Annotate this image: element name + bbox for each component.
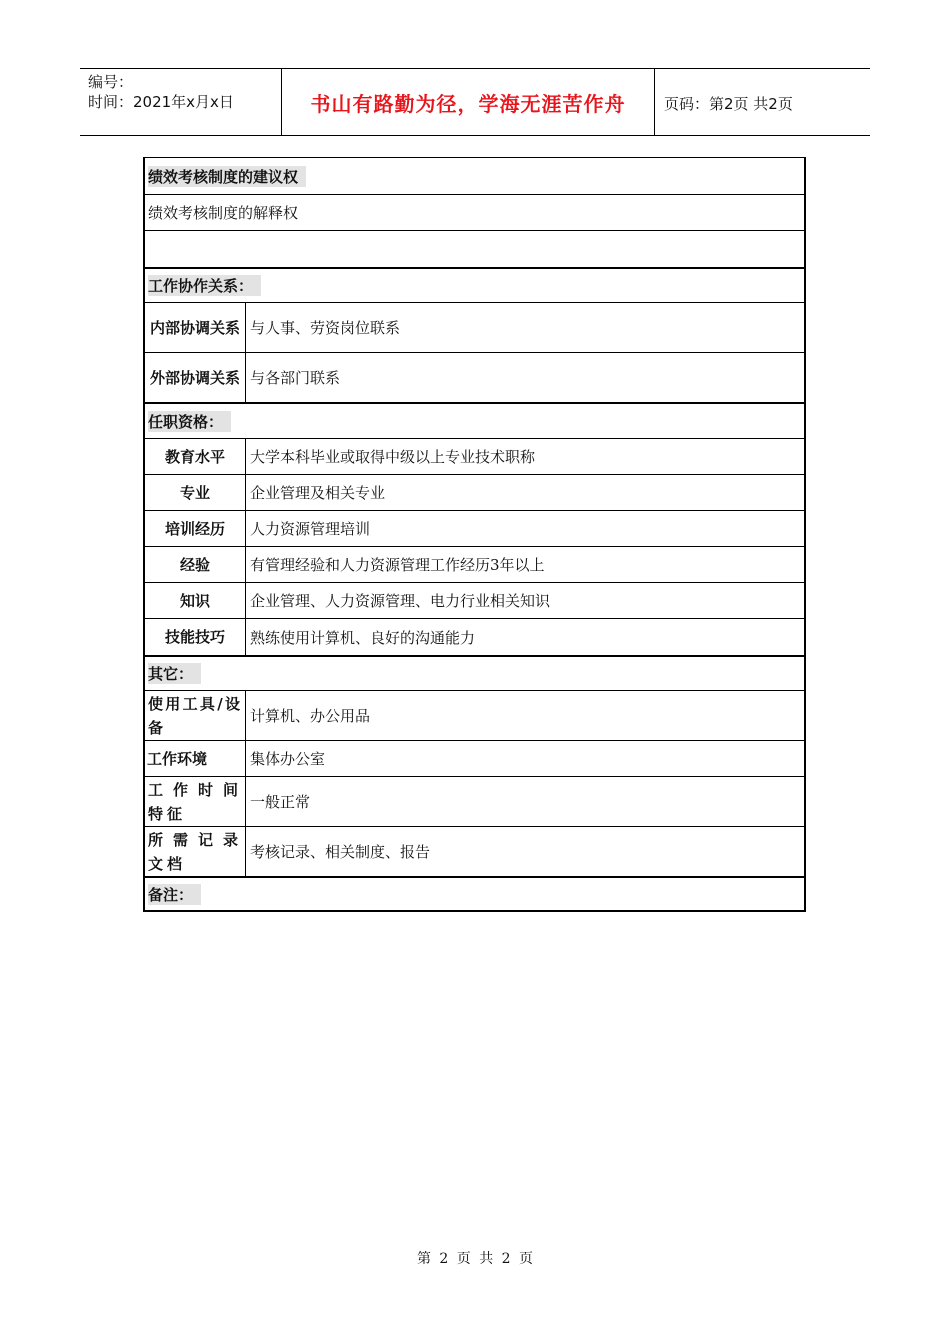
cooperation-title: 工作协作关系： (148, 275, 261, 296)
job-description-table (143, 157, 806, 912)
knowledge-value: 企业管理、人力资源管理、电力行业相关知识 (250, 592, 551, 610)
row-experience (145, 546, 804, 582)
experience-label: 经验 (145, 547, 246, 582)
row-external-coordination (145, 352, 804, 402)
external-coordination-label: 外部协调关系 (145, 353, 246, 402)
internal-coordination-value: 与人事、劳资岗位联系 (250, 319, 401, 337)
tools-label: 使用工具/设备 (145, 691, 246, 740)
rights-row-suggestion (145, 157, 804, 194)
row-tools (145, 690, 804, 740)
page-footer: 第 2 页 共 2 页 (416, 1251, 534, 1267)
row-knowledge (145, 582, 804, 618)
work-time-label: 工作时间特征 (145, 777, 246, 826)
qualification-title: 任职资格： (148, 411, 231, 432)
section-remarks (145, 876, 804, 910)
row-work-time (145, 776, 804, 826)
other-title: 其它： (148, 663, 201, 684)
row-education (145, 438, 804, 474)
row-documents (145, 826, 804, 876)
rights-suggestion-text: 绩效考核制度的建议权 (148, 166, 306, 187)
work-time-value: 一般正常 (250, 793, 311, 811)
row-skill (145, 618, 804, 655)
page-header (80, 68, 870, 136)
training-label: 培训经历 (145, 511, 246, 546)
row-major (145, 474, 804, 510)
time-label: 时间：2021年x月x日 (88, 93, 234, 111)
skill-value: 熟练使用计算机、良好的沟通能力 (250, 628, 476, 647)
number-label: 编号： (88, 73, 134, 91)
major-label: 专业 (145, 475, 246, 510)
row-environment (145, 740, 804, 776)
external-coordination-value: 与各部门联系 (250, 369, 341, 387)
tools-value: 计算机、办公用品 (250, 707, 371, 725)
motto: 书山有路勤为径，学海无涯苦作舟 (281, 69, 655, 135)
rights-row-empty (145, 230, 804, 267)
documents-label: 所需记录文档 (145, 827, 246, 876)
skill-label: 技能技巧 (145, 619, 246, 655)
major-value: 企业管理及相关专业 (250, 484, 386, 502)
knowledge-label: 知识 (145, 583, 246, 618)
page-number-label: 页码：第2页 共2页 (664, 95, 793, 113)
environment-value: 集体办公室 (250, 750, 326, 768)
row-internal-coordination (145, 302, 804, 352)
training-value: 人力资源管理培训 (250, 520, 371, 538)
section-qualification (145, 402, 804, 438)
rights-empty-text (145, 231, 804, 267)
header-meta (88, 72, 234, 112)
documents-value: 考核记录、相关制度、报告 (250, 843, 431, 861)
rights-interpretation-text: 绩效考核制度的解释权 (148, 204, 299, 222)
section-other (145, 655, 804, 690)
environment-label: 工作环境 (145, 741, 246, 776)
row-training (145, 510, 804, 546)
experience-value: 有管理经验和人力资源管理工作经历3年以上 (250, 556, 545, 574)
internal-coordination-label: 内部协调关系 (145, 303, 246, 352)
education-label: 教育水平 (145, 439, 246, 474)
education-value: 大学本科毕业或取得中级以上专业技术职称 (250, 448, 536, 466)
section-cooperation (145, 267, 804, 302)
remarks-title: 备注： (148, 884, 201, 905)
rights-row-interpretation (145, 194, 804, 230)
